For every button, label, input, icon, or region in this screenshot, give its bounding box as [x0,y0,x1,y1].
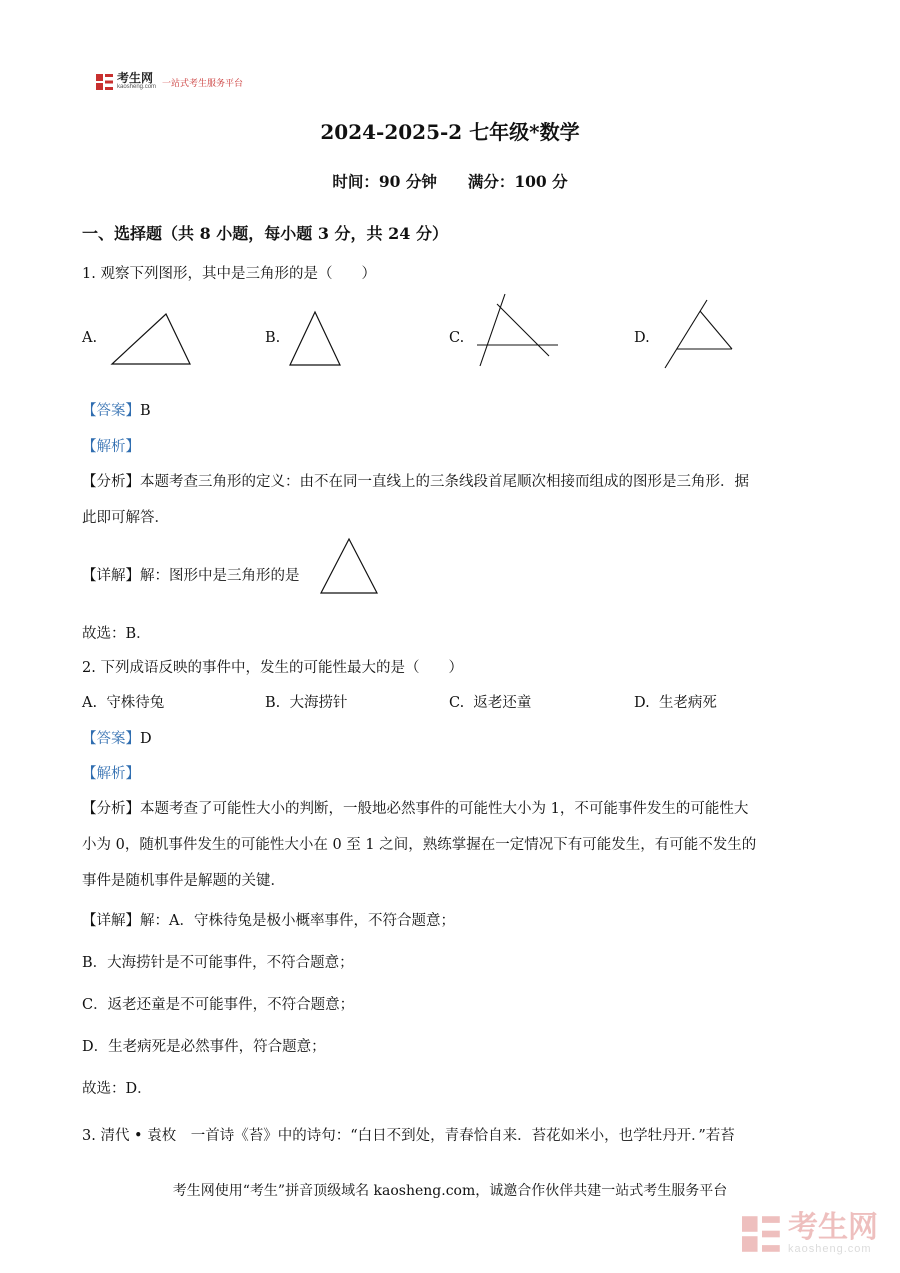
option-text: 生老病死 [658,695,717,711]
q2-conclusion: 故选：D． [82,1081,152,1097]
option-letter: D. [634,695,650,711]
xiangjie-tag: 【详解】 [82,913,140,929]
q2-fenxi-line-2: 小为 0，随机事件发生的可能性大小在 0 至 1 之间，熟练掌握在一定情况下有可能发生，有可能不发生的 [82,837,757,853]
kaosheng-watermark-icon [742,1214,782,1254]
q2-answer [82,727,152,748]
logo-text [117,73,156,91]
q1-answer [82,399,151,420]
watermark-logo [742,1213,878,1255]
q1-option-b-label: B. [265,330,281,346]
watermark-brand: 考生网 [788,1211,878,1244]
q2-option-c [449,691,531,712]
q2-line-d: D．生老病死是必然事件，符合题意； [82,1039,326,1055]
footer-text: 考生网使用“考生”拼音顶级域名 kaosheng.com，诚邀合作伙伴共建一站式考生服务平台 [172,1183,728,1199]
q1-xiangjie [82,564,300,585]
q1-option-d-figure [662,298,736,370]
xiangjie-tag: 【详解】 [82,568,140,584]
q1-option-c-figure [474,292,560,368]
q2-fenxi-line-1 [82,797,748,818]
q2-option-b [265,691,347,712]
xiangjie-text: 解：图形中是三角形的是 [140,568,300,584]
page-title: 2024-2025-2 七年级*数学 [320,120,580,144]
brand-name: 考生网 [117,71,154,85]
q1-analysis-tag: 【解析】 [82,439,140,455]
fenxi-tag: 【分析】 [82,801,140,817]
q2-fenxi-line-3: 事件是随机事件是解题的关键． [82,873,285,889]
q1-option-a-label: A. [82,330,98,346]
option-text: 大海捞针 [289,695,348,711]
kaosheng-logo-icon [96,73,114,91]
q1-answer-triangle-figure [318,537,380,597]
brand-slogan: 一站式考生服务平台 [162,77,244,88]
q2-line-c: C．返老还童是不可能事件，不符合题意； [82,997,355,1013]
option-letter: A. [82,695,98,711]
header-logo [96,72,243,92]
answer-value: B [140,403,151,419]
watermark-text [788,1213,878,1255]
answer-value: D [140,731,152,747]
section-heading: 一、选择题（共 8 小题，每小题 3 分，共 24 分） [82,224,448,243]
question-2-stem: 2. 下列成语反映的事件中，发生的可能性最大的是（ ） [82,660,463,676]
option-text: 返老还童 [473,695,532,711]
q2-option-d [634,691,717,712]
q1-fenxi-line-1 [82,470,749,491]
answer-tag: 【答案】 [82,731,140,747]
q1-fenxi-line-2: 此即可解答． [82,510,169,526]
question-3-stem: 3. 清代 • 袁枚 一首诗《苔》中的诗句：“白日不到处，青春恰自来．苔花如米小，也学牡丹开．”若苔 [82,1128,735,1144]
exam-meta: 时间：90 分钟 满分：100 分 [332,172,568,191]
option-letter: B. [265,695,281,711]
answer-tag: 【答案】 [82,403,140,419]
q2-option-a [82,691,164,712]
fenxi-text: 本题考查三角形的定义：由不在同一直线上的三条线段首尾顺次相接而组成的图形是三角形．据 [140,474,749,490]
option-letter: C. [449,695,465,711]
option-text: 守株待兔 [106,695,165,711]
q1-option-b-figure [288,310,342,368]
fenxi-text: 本题考查了可能性大小的判断，一般地必然事件的可能性大小为 1，不可能事件发生的可能性大 [140,801,749,817]
q1-conclusion: 故选：B． [82,626,151,642]
q2-line-b: B．大海捞针是不可能事件，不符合题意； [82,955,354,971]
q2-analysis-tag: 【解析】 [82,766,140,782]
q1-option-c-label: C. [449,330,465,346]
fenxi-tag: 【分析】 [82,474,140,490]
watermark-domain: kaosheng.com [788,1243,872,1255]
q1-option-a-figure [110,312,192,368]
q2-xiangjie [82,909,455,930]
brand-domain: kaosheng.com [117,84,157,90]
xiangjie-text: 解：A．守株待兔是极小概率事件，不符合题意； [140,913,455,929]
q1-option-d-label: D. [634,330,650,346]
question-1-stem: 1. 观察下列图形，其中是三角形的是（ ） [82,266,376,282]
